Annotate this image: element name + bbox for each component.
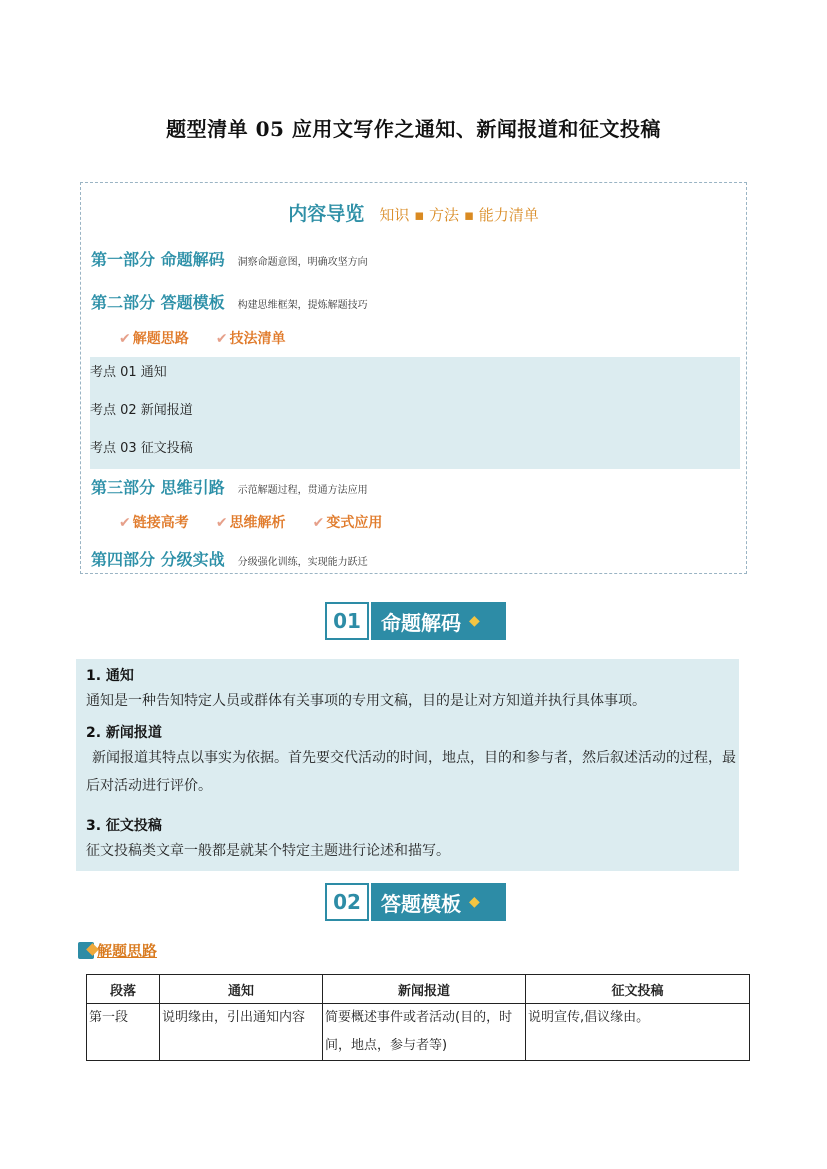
subsection-title: [78, 940, 157, 961]
part-4[interactable]: [91, 547, 368, 570]
part-2[interactable]: [91, 290, 368, 313]
diamond-icon: ◆: [469, 613, 480, 629]
tag-bianshi-yingyong[interactable]: ✔ 变式应用: [312, 515, 383, 531]
part-1[interactable]: [91, 247, 368, 270]
part-desc: 示范解题过程，贯通方法应用: [237, 485, 368, 496]
table-header-row: [87, 975, 750, 1004]
page-title: [0, 113, 827, 142]
section-badge-02: [325, 883, 506, 921]
kaodian-item[interactable]: 考点 03 征文投稿: [90, 441, 193, 456]
tag-lianjie-gaokao[interactable]: ✔ 链接高考: [119, 515, 189, 531]
kaodian-item[interactable]: 考点 01 通知: [90, 365, 167, 380]
def-heading: 2. 新闻报道: [86, 725, 162, 741]
check-icon: ✔: [215, 331, 228, 347]
def-text: 新闻报道其特点以事实为依据。首先要交代活动的时间，地点，目的和参与者，然后叙述活动的过程，最后对活动进行评价。: [86, 750, 736, 794]
check-icon: ✔: [119, 331, 131, 347]
overview-header: [81, 199, 746, 226]
part-3-tags: [119, 512, 404, 532]
table-cell: 简要概述事件或者活动(目的，时间，地点，参与者等): [323, 1004, 526, 1061]
section-label: 命题解码 ◆: [371, 602, 506, 640]
table-header: 段落: [87, 975, 160, 1004]
content-overview-box: [80, 182, 747, 574]
title-prefix: 题型清单: [166, 117, 249, 141]
table-row: [87, 1004, 750, 1061]
part-3[interactable]: [91, 475, 368, 498]
part-title: 第一部分 命题解码: [91, 250, 225, 269]
table-header: 征文投稿: [526, 975, 750, 1004]
tag-jieti-silu[interactable]: ✔ 解题思路: [119, 331, 189, 347]
title-number: 05: [255, 117, 285, 141]
table-cell: 说明缘由，引出通知内容: [160, 1004, 323, 1061]
part-title: 第三部分 思维引路: [91, 478, 225, 497]
part-2-tags: [119, 328, 308, 348]
overview-subheading: 知识 ▪ 方法 ▪ 能力清单: [379, 206, 539, 224]
def-heading: 1. 通知: [86, 668, 134, 684]
check-icon: ✔: [215, 515, 228, 531]
tag-siwei-jiexi[interactable]: ✔ 思维解析: [215, 515, 286, 531]
title-text: 应用文写作之通知、新闻报道和征文投稿: [291, 117, 661, 141]
part-desc: 分级强化训练，实现能力跃迁: [237, 557, 368, 568]
def-text: 征文投稿类文章一般都是就某个特定主题进行论述和描写。: [86, 843, 450, 859]
part-title: 第二部分 答题模板: [91, 293, 225, 312]
pencil-book-icon: [78, 942, 94, 959]
section-number: 01: [325, 602, 369, 640]
table-header: 新闻报道: [323, 975, 526, 1004]
def-text: 通知是一种告知特定人员或群体有关事项的专用文稿，目的是让对方知道并执行具体事项。: [86, 693, 646, 709]
diamond-icon: ◆: [469, 894, 480, 910]
subsection-label[interactable]: 解题思路: [97, 942, 158, 960]
overview-heading: 内容导览: [288, 203, 365, 225]
part-desc: 洞察命题意图，明确攻坚方向: [237, 257, 368, 268]
table-header: 通知: [160, 975, 323, 1004]
section-badge-01: [325, 602, 506, 640]
definitions-block: [76, 659, 739, 871]
template-table: [86, 974, 750, 1061]
section-label: 答题模板 ◆: [371, 883, 506, 921]
part-desc: 构建思维框架，提炼解题技巧: [237, 300, 368, 311]
table-cell: 说明宣传,倡议缘由。: [526, 1004, 750, 1061]
section-number: 02: [325, 883, 369, 921]
tag-jifa-qingdan[interactable]: ✔ 技法清单: [215, 331, 286, 347]
part-title: 第四部分 分级实战: [91, 550, 225, 569]
check-icon: ✔: [312, 515, 325, 531]
kaodian-item[interactable]: 考点 02 新闻报道: [90, 403, 193, 418]
def-heading: 3. 征文投稿: [86, 818, 162, 834]
table-cell: 第一段: [87, 1004, 160, 1061]
check-icon: ✔: [119, 515, 131, 531]
kaodian-list: [90, 357, 740, 469]
